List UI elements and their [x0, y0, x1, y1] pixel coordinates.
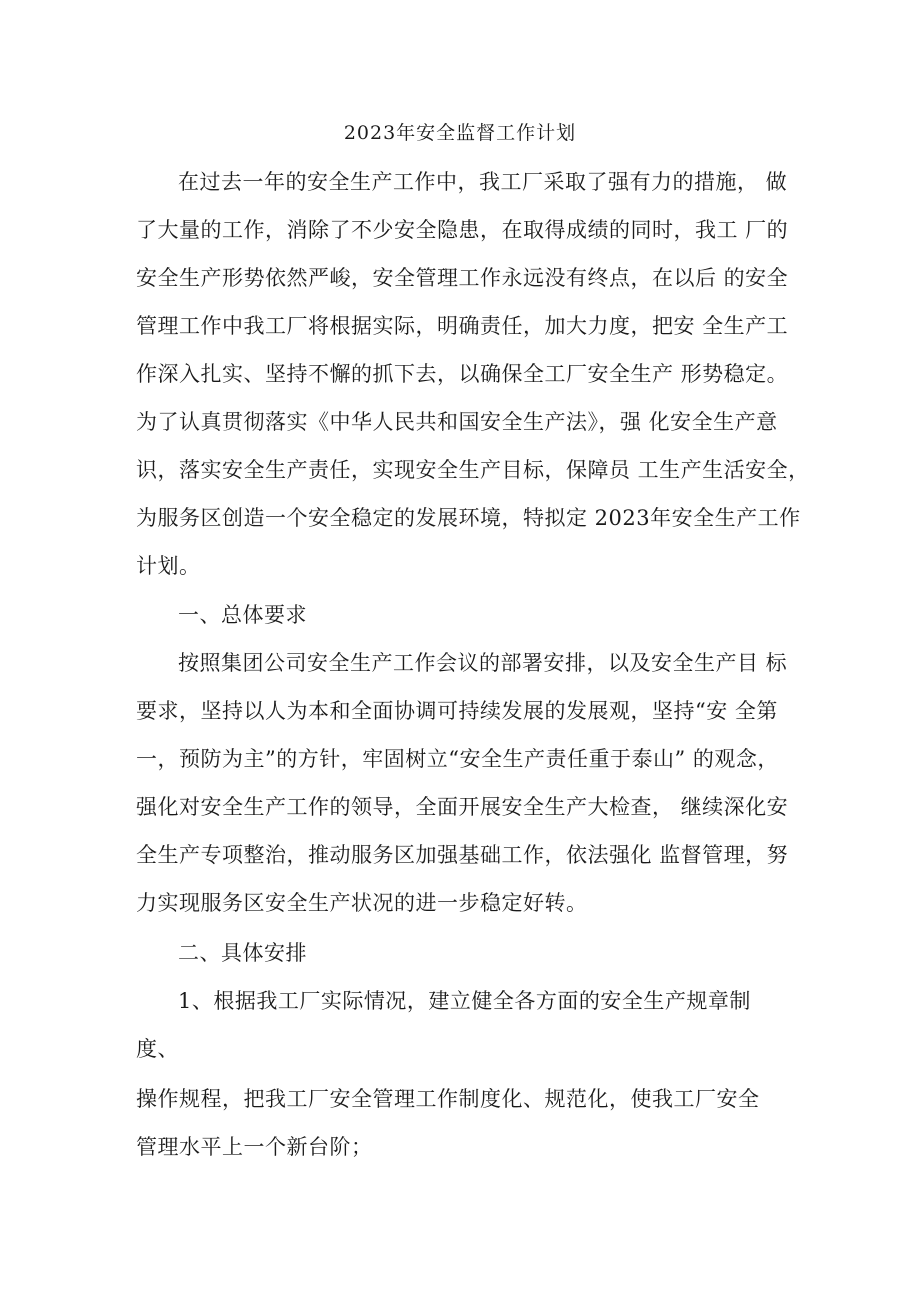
section2-line-2: 度、 [136, 1037, 179, 1061]
section2-line-1: 1、根据我工厂实际情况，建立健全各方面的安全生产规章制 [178, 989, 751, 1013]
intro-line-1: 在过去一年的安全生产工作中，我工厂采取了强有力的措施， 做 [178, 170, 788, 194]
intro-line-4: 管理工作中我工厂将根据实际，明确责任，加大力度，把安 全生产工 [136, 314, 789, 338]
section1-line-4: 强化对安全生产工作的领导，全面开展安全生产大检查， 继续深化安 [136, 795, 789, 819]
intro-line-8: 为服务区创造一个安全稳定的发展环境，特拟定 2023年安全生产工作 [136, 506, 801, 530]
section1-line-6: 力实现服务区安全生产状况的进一步稳定好转。 [136, 891, 588, 915]
intro-line-7: 识，落实安全生产责任，实现安全生产目标，保障员 工生产生活安全， [136, 458, 810, 482]
section1-line-5: 全生产专项整治，推动服务区加强基础工作，依法强化 监督管理，努 [136, 843, 789, 867]
section2-line-4: 管理水平上一个新台阶； [136, 1135, 373, 1159]
section1-line-2: 要求，坚持以人为本和全面协调可持续发展的发展观，坚持“安 全第 [136, 699, 778, 723]
section2-line-3: 操作规程，把我工厂安全管理工作制度化、规范化，使我工厂安全 [136, 1087, 760, 1111]
intro-line-2: 了大量的工作，消除了不少安全隐患，在取得成绩的同时，我工 厂的 [136, 218, 789, 242]
intro-line-9: 计划。 [136, 554, 201, 578]
intro-line-3: 安全生产形势依然严峻，安全管理工作永远没有终点，在以后 的安全 [136, 266, 789, 290]
document-title: 2023年安全监督工作计划 [343, 122, 577, 144]
intro-line-6: 为了认真贯彻落实《中华人民共和国安全生产法》，强 化安全生产意 [136, 410, 778, 434]
intro-line-5: 作深入扎实、坚持不懈的抓下去，以确保全工厂安全生产 形势稳定。 [136, 362, 789, 386]
section2-heading: 二、具体安排 [178, 941, 307, 965]
section1-line-1: 按照集团公司安全生产工作会议的部署安排，以及安全生产目 标 [178, 651, 788, 675]
section1-line-3: 一，预防为主”的方针，牢固树立“安全生产责任重于泰山” 的观念， [136, 747, 779, 771]
section1-heading: 一、总体要求 [178, 603, 307, 627]
